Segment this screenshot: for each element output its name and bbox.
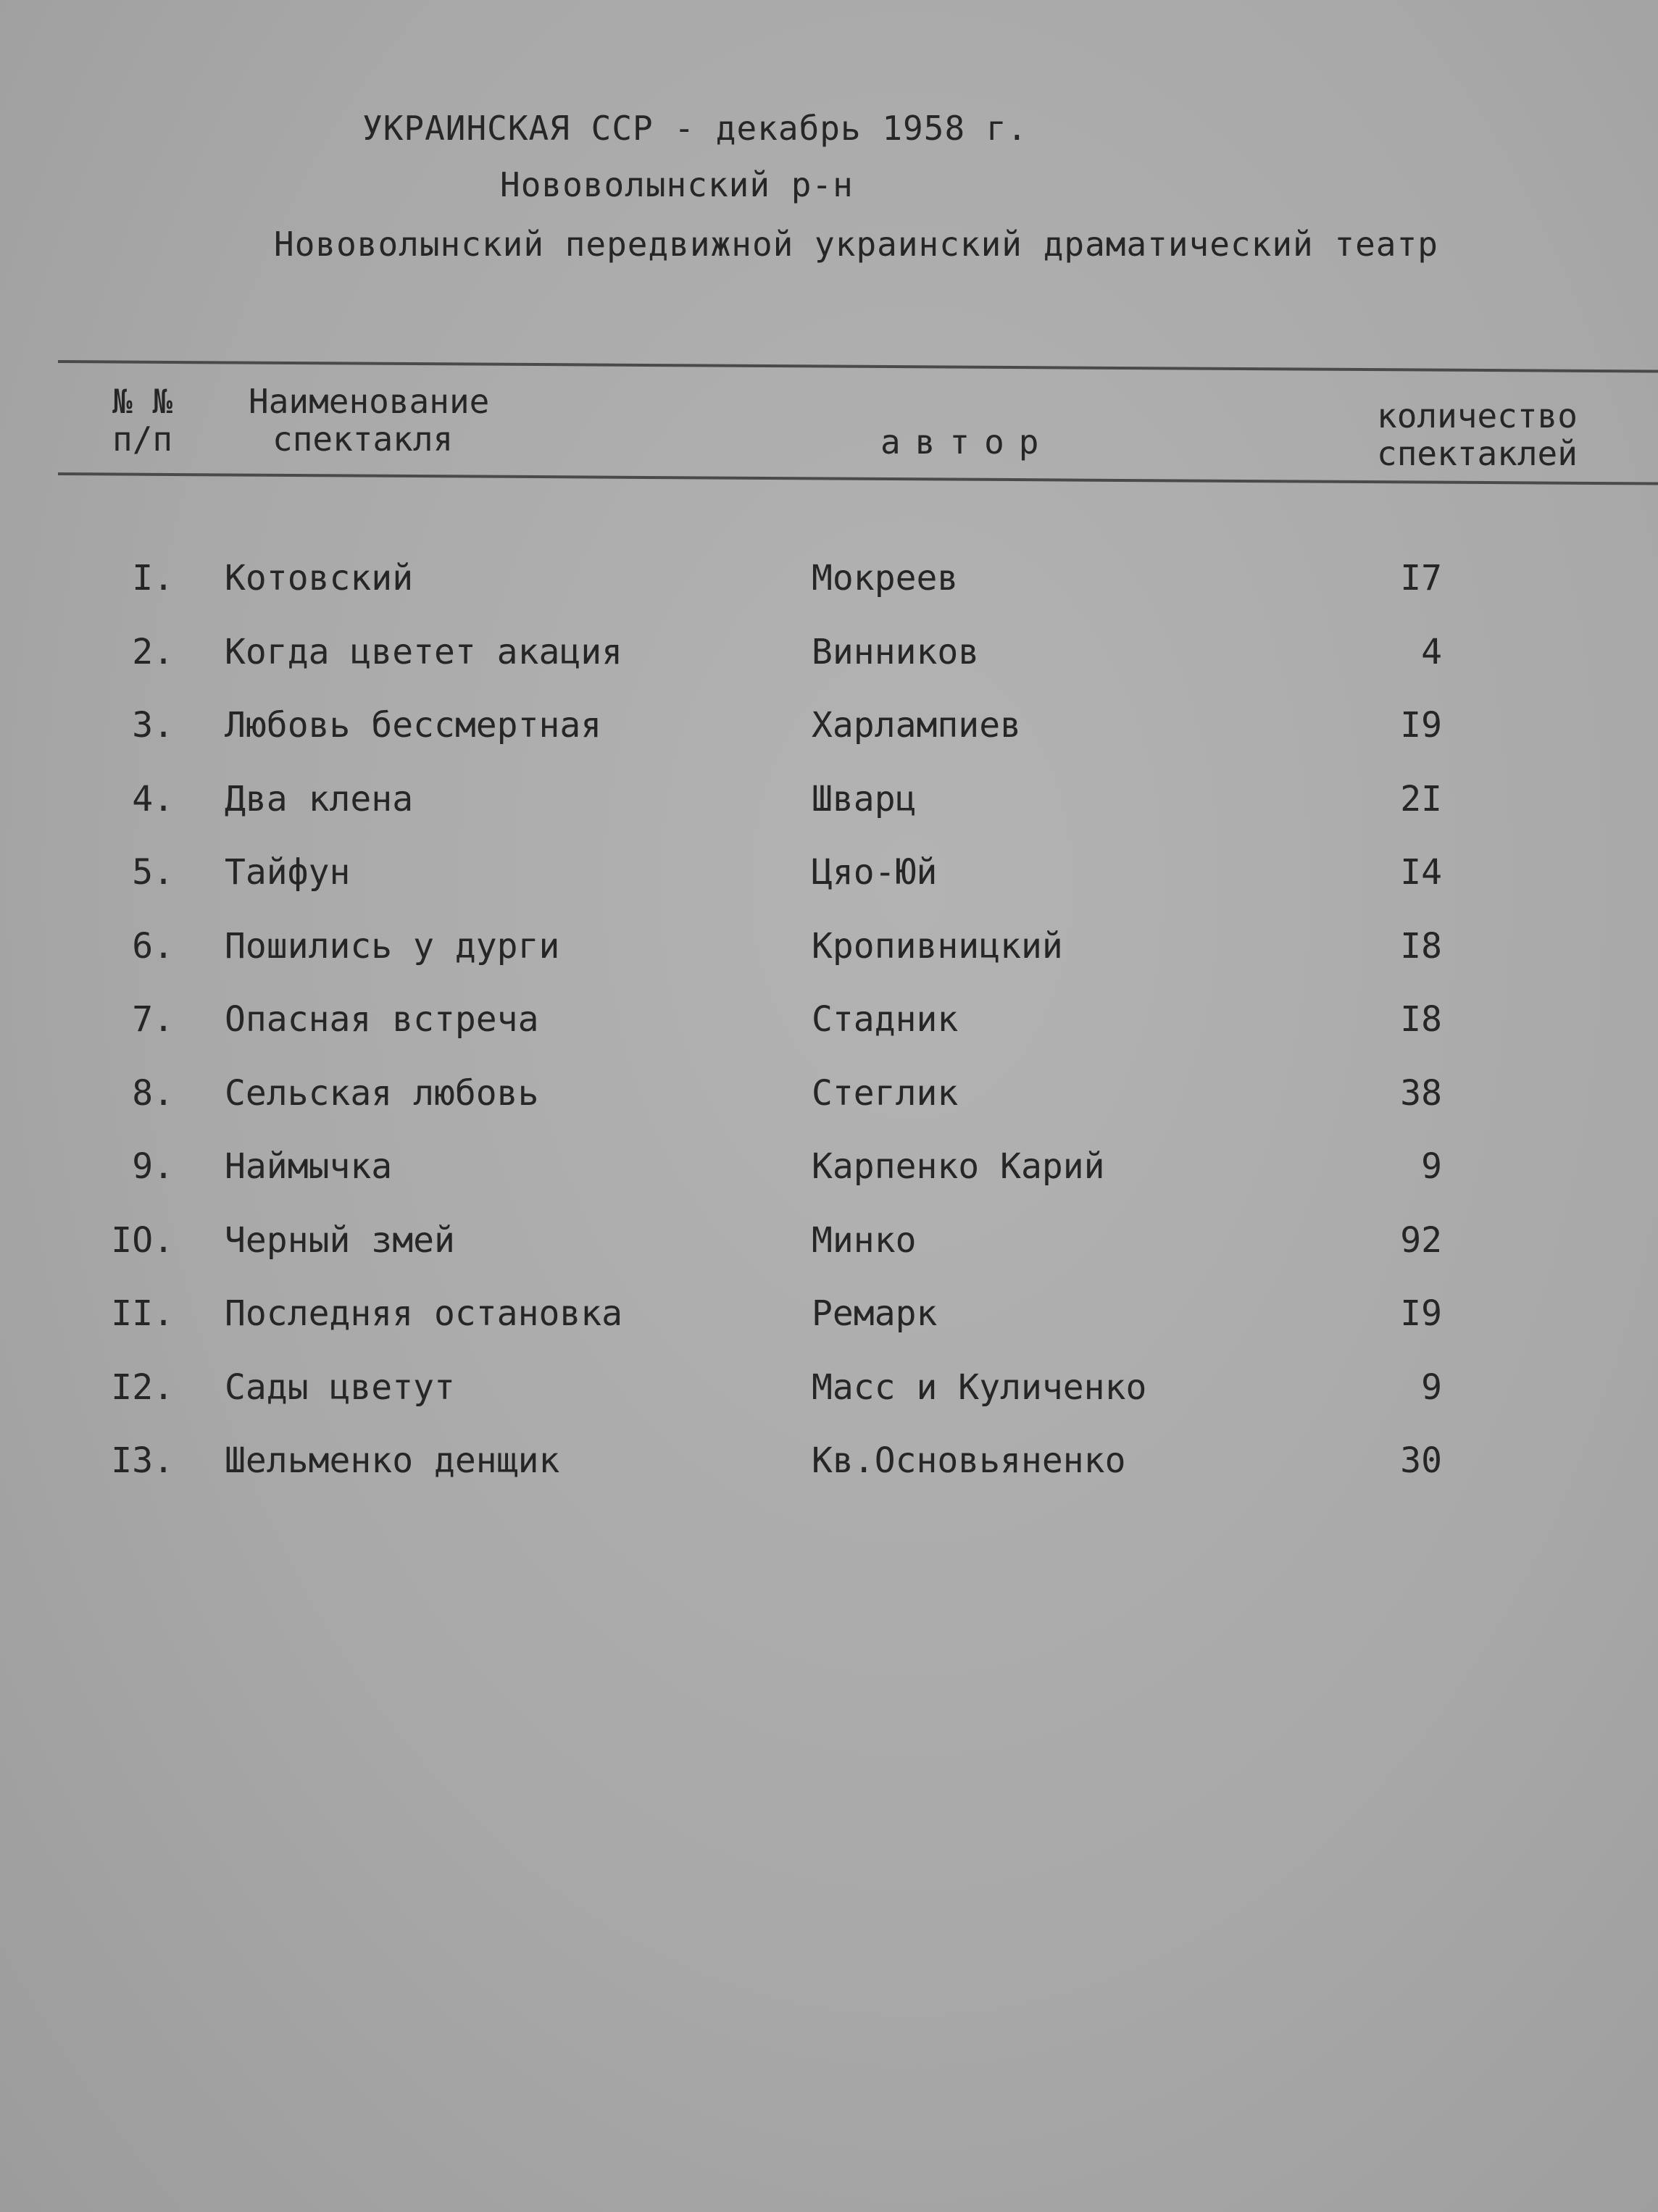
row-count: I7 xyxy=(1400,558,1442,598)
table-row xyxy=(0,1073,1658,1147)
row-title: Шельменко денщик xyxy=(225,1440,560,1481)
column-header-count xyxy=(1377,397,1578,472)
row-title: Наймычка xyxy=(225,1146,393,1187)
row-title: Пошились у дурги xyxy=(225,925,560,967)
row-count: I8 xyxy=(1400,999,1442,1040)
row-count: 2I xyxy=(1400,778,1442,819)
row-title: Когда цветет акация xyxy=(225,631,623,672)
row-title: Сады цветут xyxy=(225,1366,455,1408)
table-header-rule xyxy=(58,472,1658,485)
row-title: Любовь бессмертная xyxy=(225,705,602,746)
row-author: Кропивницкий xyxy=(812,925,1063,967)
row-author: Шварц xyxy=(812,778,917,819)
row-author: Мокреев xyxy=(812,558,959,598)
row-author: Цяо-Юй xyxy=(812,852,938,893)
row-number: 8. xyxy=(132,1072,174,1114)
row-title: Котовский xyxy=(225,558,414,598)
row-number: 5. xyxy=(132,852,174,893)
row-number: II. xyxy=(111,1293,174,1334)
row-number: I2. xyxy=(111,1366,174,1408)
row-count: 30 xyxy=(1400,1440,1442,1481)
document-title-line3: Нововолынский передвижной украинский драматический театр xyxy=(274,225,1438,264)
row-number: 4. xyxy=(132,778,174,819)
row-title: Два клена xyxy=(225,778,414,819)
row-count: I8 xyxy=(1400,925,1442,967)
row-count: I9 xyxy=(1400,705,1442,746)
row-author: Ремарк xyxy=(812,1293,938,1334)
table-row xyxy=(0,705,1658,779)
row-count: 4 xyxy=(1421,631,1442,672)
row-author: Масс и Куличенко xyxy=(812,1366,1147,1408)
row-author: Винников xyxy=(812,631,980,672)
row-number: IO. xyxy=(111,1219,174,1261)
row-count: I4 xyxy=(1400,852,1442,893)
row-number: 2. xyxy=(132,631,174,672)
row-count: 38 xyxy=(1400,1072,1442,1114)
table-row xyxy=(0,1293,1658,1367)
row-number: I3. xyxy=(111,1440,174,1481)
row-count: I9 xyxy=(1400,1293,1442,1334)
column-header-title xyxy=(249,383,489,458)
row-count: 92 xyxy=(1400,1219,1442,1261)
table-row xyxy=(0,852,1658,926)
row-number: 6. xyxy=(132,925,174,967)
column-header-title-line1: Наименование xyxy=(249,382,490,421)
table-row xyxy=(0,779,1658,853)
row-author: Минко xyxy=(812,1219,917,1261)
row-title: Черный змей xyxy=(225,1219,455,1261)
column-header-title-line2: спектакля xyxy=(272,420,454,459)
table-row xyxy=(0,558,1658,632)
table-row xyxy=(0,999,1658,1073)
row-title: Сельская любовь xyxy=(225,1072,539,1114)
row-number: 3. xyxy=(132,705,174,746)
column-header-count-line1: количество xyxy=(1377,396,1578,435)
table-top-rule xyxy=(58,360,1658,372)
row-author: Кв.Основьяненко xyxy=(812,1440,1126,1481)
row-author: Харлампиев xyxy=(812,705,1021,746)
row-number: 9. xyxy=(132,1146,174,1187)
column-header-count-line2: спектаклей xyxy=(1377,434,1578,473)
row-count: 9 xyxy=(1421,1366,1442,1408)
table-row xyxy=(0,926,1658,1000)
row-author: Стеглик xyxy=(812,1072,959,1114)
row-title: Последняя остановка xyxy=(225,1293,623,1334)
column-header-number xyxy=(112,383,172,458)
document-title-line1: УКРАИНСКАЯ ССР - декабрь 1958 г. xyxy=(362,109,1028,148)
row-number: I. xyxy=(132,558,174,598)
row-title: Тайфун xyxy=(225,852,351,893)
column-header-author: автор xyxy=(880,422,1054,462)
row-author: Стадник xyxy=(812,999,959,1040)
row-title: Опасная встреча xyxy=(225,999,539,1040)
table-row xyxy=(0,1220,1658,1294)
table-row xyxy=(0,1367,1658,1441)
table-row xyxy=(0,632,1658,706)
column-header-number-line2: п/п xyxy=(112,420,173,459)
row-author: Карпенко Карий xyxy=(812,1146,1105,1187)
table-body xyxy=(0,558,1658,1514)
row-count: 9 xyxy=(1421,1146,1442,1187)
document-title-line2: Нововолынский р-н xyxy=(500,165,854,204)
table-row xyxy=(0,1440,1658,1514)
column-header-number-line1: № № xyxy=(112,382,173,421)
table-row xyxy=(0,1146,1658,1220)
row-number: 7. xyxy=(132,999,174,1040)
